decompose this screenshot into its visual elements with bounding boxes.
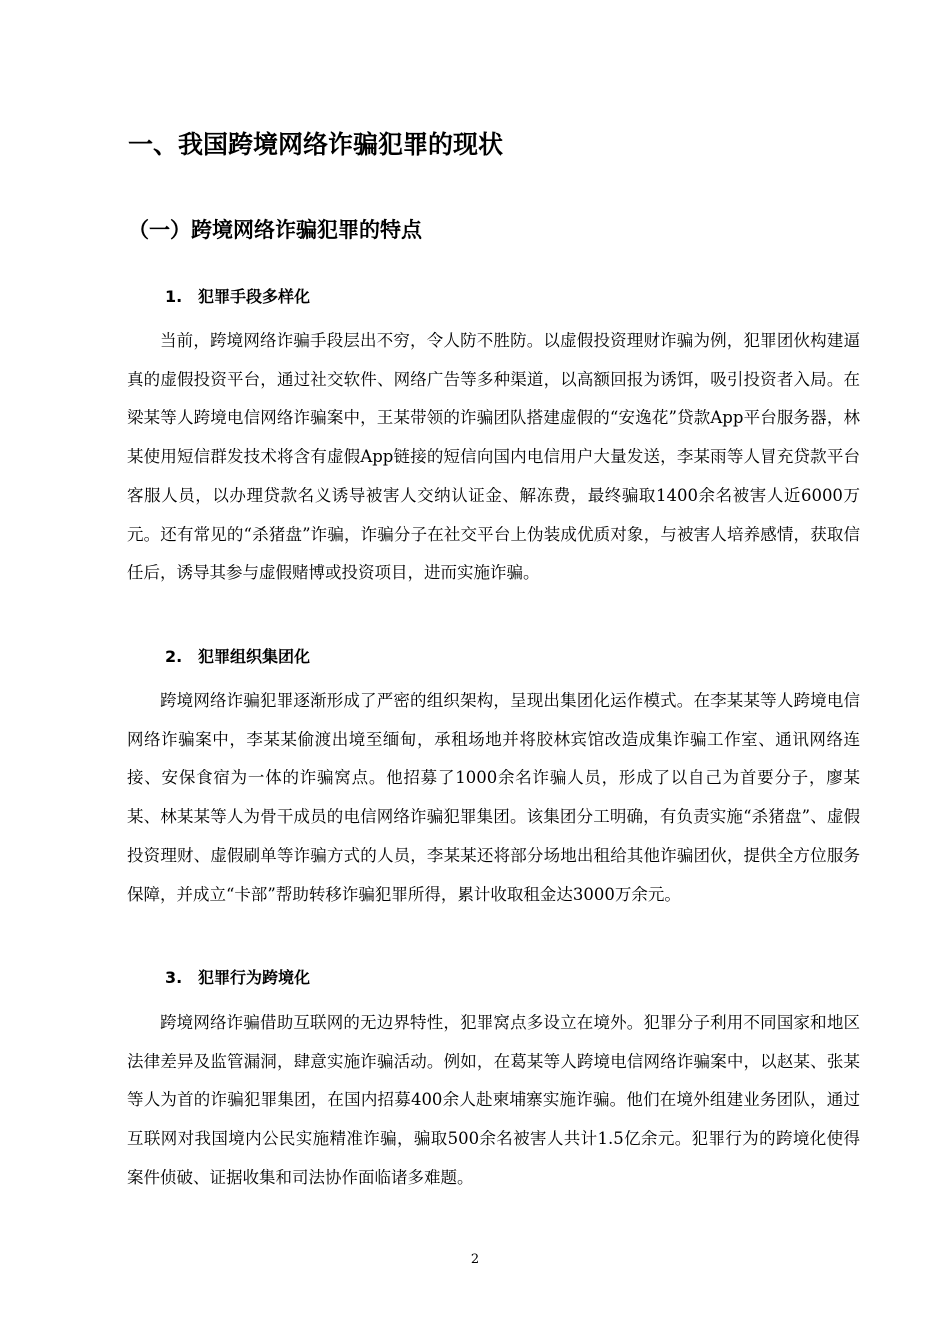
subsection-heading-1	[165, 285, 865, 309]
subsection-title: 犯罪组织集团化	[198, 647, 311, 666]
subsection-number: 3.	[165, 968, 183, 987]
subsection-heading-2	[165, 645, 865, 669]
main-heading: 一、我国跨境网络诈骗犯罪的现状	[128, 130, 504, 159]
body-paragraph-3: 跨境网络诈骗借助互联网的无边界特性，犯罪窝点多设立在境外。犯罪分子利用不同国家和地区法律差异及监管漏洞，肆意实施诈骗活动。例如，在葛某等人跨境电信网络诈骗案中，以赵某、张某等人为首的诈骗犯罪集团，在国内招募400余人赴柬埔寨实施诈骗。他们在境外组建业务团队，通过互联网对我国境内公民实施精准诈骗，骗取500余名被害人共计1.5亿余元。犯罪行为的跨境化使得案件侦破、证据收集和司法协作面临诸多难题。	[127, 1013, 860, 1187]
subsection-number: 1.	[165, 287, 183, 306]
subsection-title: 犯罪行为跨境化	[198, 968, 311, 987]
subsection-number: 2.	[165, 647, 183, 666]
section-heading: （一）跨境网络诈骗犯罪的特点	[128, 218, 422, 242]
body-paragraph-2: 跨境网络诈骗犯罪逐渐形成了严密的组织架构，呈现出集团化运作模式。在李某某等人跨境电信网络诈骗案中，李某某偷渡出境至缅甸，承租场地并将胶林宾馆改造成集诈骗工作室、通讯网络连接、安保食宿为一体的诈骗窝点。他招募了1000余名诈骗人员，形成了以自己为首要分子，廖某某、林某某等人为骨干成员的电信网络诈骗犯罪集团。该集团分工明确，有负责实施“杀猪盘”、虚假投资理财、虚假刷单等诈骗方式的人员，李某某还将部分场地出租给其他诈骗团伙，提供全方位服务保障，并成立“卡部”帮助转移诈骗犯罪所得，累计收取租金达3000万余元。	[127, 691, 860, 904]
page-number: 2	[470, 1252, 480, 1267]
subsection-title: 犯罪手段多样化	[198, 287, 311, 306]
body-paragraph-1: 当前，跨境网络诈骗手段层出不穷，令人防不胜防。以虚假投资理财诈骗为例，犯罪团伙构建逼真的虚假投资平台，通过社交软件、网络广告等多种渠道，以高额回报为诱饵，吸引投资者入局。在梁某等人跨境电信网络诈骗案中，王某带领的诈骗团队搭建虚假的“安逸花”贷款App平台服务器，林某使用短信群发技术将含有虚假App链接的短信向国内电信用户大量发送，李某雨等人冒充贷款平台客服人员，以办理贷款名义诱导被害人交纳认证金、解冻费，最终骗取1400余名被害人近6000万元。还有常见的“杀猪盘”诈骗，诈骗分子在社交平台上伪装成优质对象，与被害人培养感情，获取信任后，诱导其参与虚假赌博或投资项目，进而实施诈骗。	[127, 331, 860, 583]
subsection-heading-3	[165, 966, 865, 990]
